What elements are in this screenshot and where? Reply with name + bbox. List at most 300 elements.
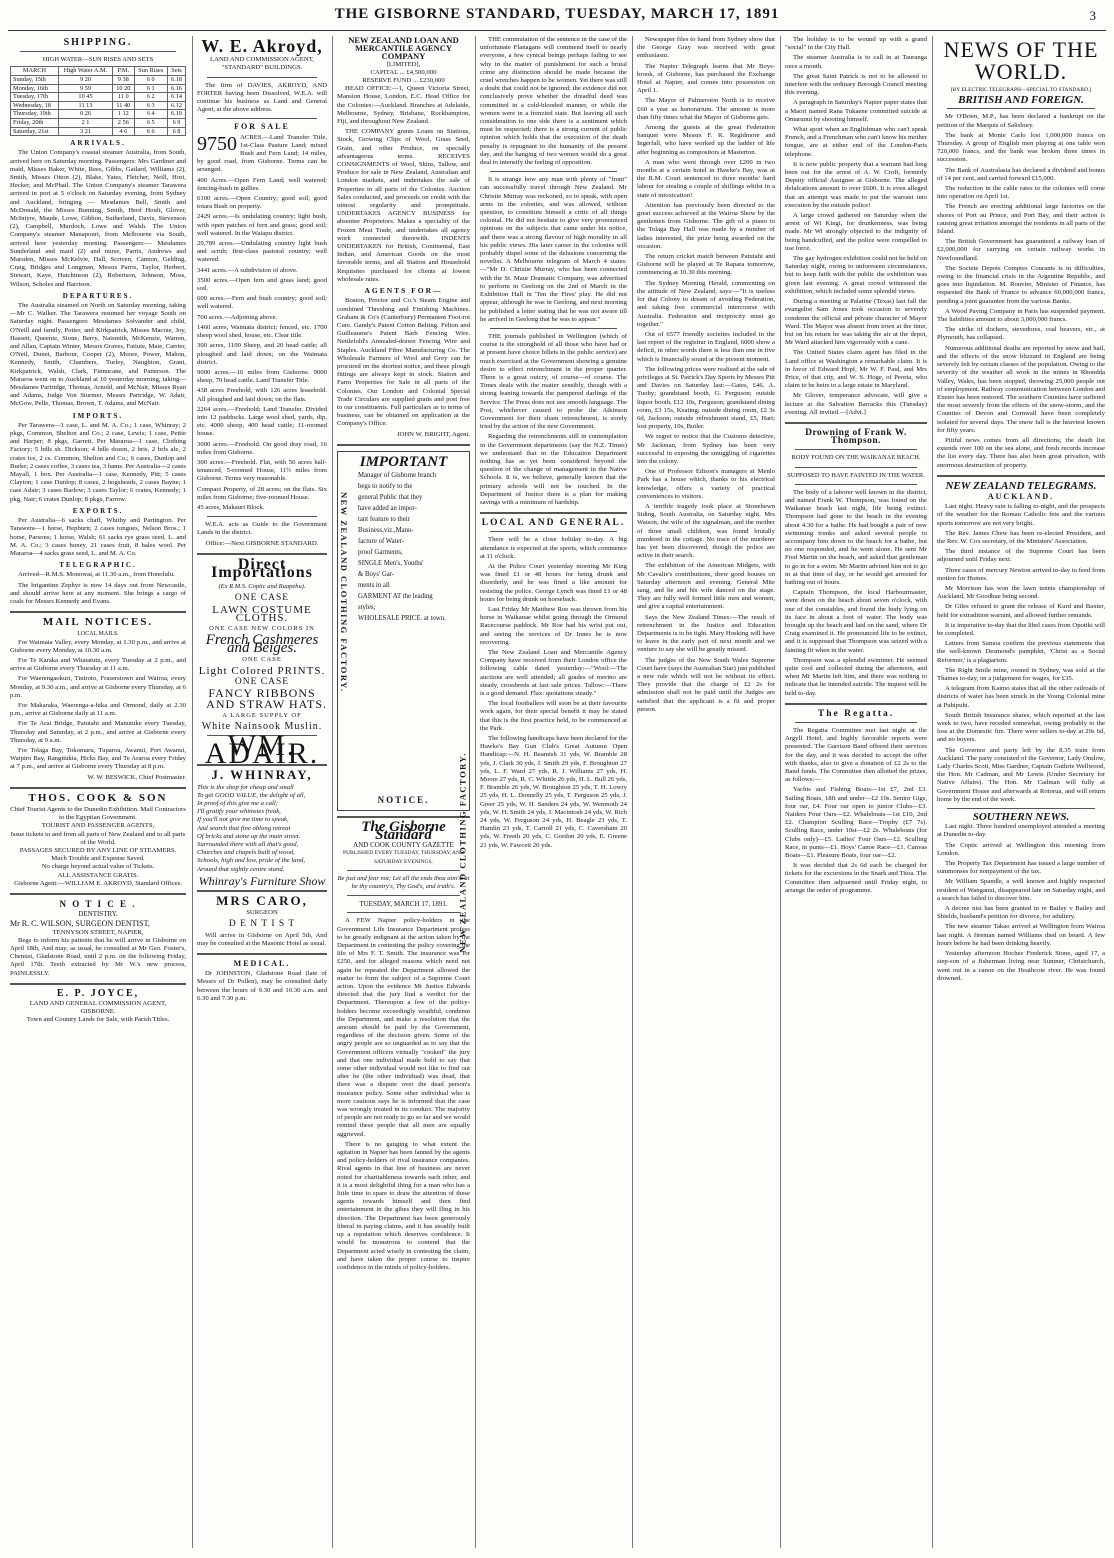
tide-cell: 11 40 [113, 101, 134, 110]
mail-item: For Te Arai Bridge, Patutahi and Manutuke every Tuesday, Thursday and Saturday, at 2 p.m., and arrive at Gisborne every Thursday, at 9 a.m. [10, 720, 186, 744]
column-akroyd [197, 36, 327, 1548]
lead-article-5: THE journals published in Wellington (which of course is the stronghold of all those who have had or at present have choice billets in the public service) are much exercised at the Government showing a genuine desire to effect retrenchment in the proper quarter. There is a great outcry, of course—of course. The Times deals with the matter sensibly, though with a strong leaning towards the pampered darlings of the Service. The Press does not use smooth language. The Post, whichever caused to probe the Atkinson Government for their sham retrenchment, is sorely tried by the action of the new Government. [480, 332, 627, 431]
lot-text: Compact Property, of 28 acres; on the flats. Six miles from Gisborne; five-roomed House. [197, 485, 327, 501]
whinray-list [197, 784, 327, 874]
important-line: general Public that they [358, 493, 423, 501]
whinray-line: I'll gratify your whimsies freak, [197, 808, 281, 816]
column-news-items [637, 36, 775, 1548]
lot-text: 300 acres.—Freehold. Flat, with 50 acres half-tenanced, 5-roomed House, 11½ miles from Gisborne. Terms very reasonable. [197, 458, 327, 483]
tide-cell: 6.18 [168, 76, 186, 85]
caro-text: Will arrive in Gisborne on April 5th, And may be consulted at the Masonic Hotel as usual. [197, 931, 327, 947]
factory-side-label-left: NEW ZEALAND CLOTHING FACTORY. [339, 491, 349, 693]
tide-cell: Wednesday, 18 [11, 101, 59, 110]
southern-news-item: A decree nisi has been granted in re Bailey v Bailey and Shields, husband's petition for divorce, for adultery. [937, 905, 1105, 921]
cook-line: TOURIST AND PASSENGER AGENTS, [41, 822, 155, 830]
important-line: ments in all [358, 581, 390, 589]
lot-list [197, 134, 327, 513]
news-item-16: The judges of the New South Wales Supreme Court have (says the Australian Star) just published a new rule which will not be without its effect. They provide that the charge of £2 2s for admission shall not be paid until the Judges are satisfied that the applicant is a fit and proper person. [637, 656, 775, 713]
brief-4: A paragraph in Saturday's Napier paper states that a Maori named Rana Tukaene committed suicide at Omarunui by shooting himself. [785, 99, 927, 123]
tide-cell: 6 2 [134, 93, 168, 102]
nzloan-heading: NEW ZEALAND LOAN AND MERCANTILE AGENCY COMPANY [348, 36, 459, 62]
whinray-heading: J. WHINRAY, [211, 767, 313, 783]
mail-item: For Tolaga Bay, Tokomaru, Tuparoa, Awanui, Port Awanui, Waipiro Bay, Rangitukia, Hicks Bay, and Te Araroa every Friday at 7 p.m., and arrive at Gisborne every Thursday at 8 p.m. [10, 746, 186, 771]
nzloan-text-3: Boston, Proctor and Co.'s Steam Engine and combined Threshing and Finishing Machines. Graham & Co's (Canterbury) Permanent Foot-rot Cure. Gandy's Patent Cotton Belting. Felton and Guilleaume's Patent Barb Fencing Wire. Nettlefold's Annealed-drawn Fencing Wire and Staples. Auckland Fibre Manufacturing Co. The Wholesale Farmers of Wool and Grey can be procured on the shortest notice, and these plough fittings are always kept in stock. Station and Farm Properties for Sale in all parts of the Colonies. Our London and Colonial Special Trade Circulars are supplied gratis and post free to our constituents. Full particulars as to terms of business, can be obtained on application at the Company's Office. [337, 297, 470, 428]
auckland-item: South British Insurance shares, which reported at the last week to two, have receded somewhat, owing probably to the loss at the Domestic fire. There were sellers to-day at 29s 6d, and no buyers. [937, 711, 1105, 744]
newspaper-motto: Be just and fear not; Let all the ends thou aim'st at be thy country's, Thy God's, and truth's. [337, 874, 470, 890]
land-lot [197, 324, 327, 340]
column-rule [332, 36, 333, 1548]
nzloan-subheading: [LIMITED], [386, 60, 421, 68]
lot-text: 600 acres.—Fern and bush country; good soil; well watered. [197, 295, 327, 311]
world-news-list [937, 113, 1105, 469]
cook-line: Chief Tourist Agents to the Dunedin Exhibition. Mail Contractors to the Egyptian Government. [10, 805, 186, 822]
drowning-text-3: Thompson was a splendid swimmer. He seemed quite cool and collected during the afternoon, and when Mr Martin left him, and there was nothing to indicate that he intended suicide. The inquest will be held to-day. [785, 656, 927, 697]
whinray-line: Churches and chapels built of wood, [197, 849, 295, 857]
direct-subheading: (Ex R.M.S. Coptic and Ruapehu). [218, 583, 306, 591]
dentist-notice-heading: N O T I C E . [59, 899, 137, 910]
tide-cell: 6 1 [134, 84, 168, 93]
whinray-line: And search that fine oblong retreat [197, 824, 291, 832]
dentist-subheading: DENTISTRY. [78, 910, 118, 919]
lead-article-1: A FEW Napier policy-holders in the Government Life Insurance Department profess to be greatly indignant at the action taken by the Department in contesting the policy covering the life of Mrs F. T. Smith. The insurance was for £250, and for alleged reasons which need not again be repeated the Department allowed the matter to form the subject of a Supreme Court action. Upon the evidence Mr Justice Edwards directed that the jury find a verdict for the Department. Thereupon a few of the policy-holders become exceedingly wrathful, condemn the Department, and make a resolution that the amount should be paid by the Government, regardless of the decision given. Some of the angry people are so unguarded as to say that the Government officers virtually "cooked" the jury and that one individual made bold to say that some other individual would not like to find out after he (the other individual) was dead, that there was a dispute over the dead person's insurance policy. Some other individual who is more cautious says he is informed that the case was wrongly treated in its conduct. The majority of people are not ready to go so far and we would remind these people that all men are equally aggrieved. [337, 917, 470, 1138]
tide-title: HIGH WATER—SUN RISES AND SETS [42, 56, 154, 64]
land-lot [197, 134, 327, 175]
imports-heading: IMPORTS. [72, 411, 124, 420]
brief-10: The United States claim agent has filed in the Land office at Washington a remarkable claim. It is in favor of Edward Hopf, Mr W. F. Paul, and Mrs Price, of that city, and W. S. Hoge, of Peoria, who claim to be heirs to a large estate in Maryland. [785, 349, 927, 390]
land-lot [197, 369, 327, 385]
drowning-subheading-1: BODY FOUND ON THE WAIKANAE BEACH. [791, 454, 921, 462]
drowning-text-1: The body of a laborer well known in the district, and named Frank W. Thompson, was found on the Waikanae beach last night, life being extinct. Thompson had gone to the beach in the evening about 4.30 for a bathe. He had bought a pair of new swimming trunks and asked several people to accompany him down to the beach for a bathe, but no one responded, and he went alone. He sent Mr Fred Martin on the beach, and asked that gentleman to go in for a swim. Mr Martin advised him not to go in at that time of day, or he would get arrested for bathing out of hours. [785, 488, 927, 586]
important-line: & Boys' Gar- [358, 570, 395, 578]
news-item-1: Newspaper files to hand from Sydney show that the George Gray was received with great enthusiasm. [637, 36, 775, 60]
whinray-line: Around that sightly centre stand. [197, 865, 285, 873]
joyce-line: Town and Country Lands for Sale, with Parish Titles. [26, 1016, 170, 1024]
tide-cell: Monday, 16th [11, 84, 59, 93]
important-line: have added an impor- [358, 504, 417, 512]
medical-heading: MEDICAL. [233, 959, 291, 969]
imports-text: Per Tarawera—1 case, L. and M. A. Co.; 1 case, Whinray; 2 pkgs, Common, Shelton and Co.; 2 case, Lewis; 1 case, Pettie and Harper; 8 pkgs, Garrett. Per Mararoa—1 case, Clothing Factory; 5 bdls sh. Dickson; 4 bdls dozen, 2 bris, 2 brls ale, 2 crates ice, 2 cs. Common, Shelton and Co.; 6 cases, Dunlop and Burke; 2 cases coffee, 3 cases tea, 3 hams. Per Australia—2 cases Mayall, 1 box. Per Australia—1 case, Kennedy, Pitt; 5 cases Clayton; 1 case Dunlop; 8 cases, 2 hogsheads, 2 cases Bayne; 1 case Adair; 3 cases Barlow; 3 cases Taylor; 6 crates, Kennedy; 1 pkg, Nair; 6 crates Dunlop; 8 pkgs, Farrow. [10, 421, 186, 503]
news-item-6: Attention has previously been directed to the great success achieved at the Wairoa Show by the gentlemen from Gisborne. The gift of a piano to the Tolaga Bay Hall was made by a number of ladies interested, the prize being awarded on the occasion. [637, 201, 775, 250]
news-item-7: The return cricket match between Patutahi and Gisborne will be played at Te Rapara tomorrow, commencing at 10.30 this morning. [637, 253, 775, 277]
drowning-heading: Drowning of Frank W. Thompson. [805, 427, 907, 447]
direct-one-case: ONE CASE [234, 593, 290, 604]
local-heading: LOCAL AND GENERAL. [481, 518, 626, 529]
newspaper-name: The Gisborne Standard [361, 818, 446, 843]
lot-text: 3500 acres.—Open fern and grass land; good soil. [197, 276, 327, 293]
news-item-8: The Sydney Morning Herald, commenting on the attitude of New Zealand, says:—"It is useless for that Colony to dream of avoiding Federation, and taking free commercial intercourse with Australia. Federation and reciprocity must go together." [637, 279, 775, 328]
land-lot [197, 240, 327, 265]
joyce-list [10, 1000, 186, 1025]
dentist-text: Begs to inform his patients that he will arrive in Gisborne on April 18th, And may, as usual, be consulted at Mr Geo. Foster's, Chemist, Gladstone Road, until 2 p.m. on the following Friday, April 17th. Teeth extracted by Mr W.'s new process, PAINLESSLY. [10, 936, 186, 977]
tide-cell: 10 45 [58, 93, 112, 102]
lot-text: 3441 acres.—A subdivision of above. [197, 266, 298, 274]
akroyd-title: LAND AND COMMISSION AGENT, "STANDARD" BUILDINGS. [210, 56, 314, 72]
southern-news-item: The Coptic arrived at Wellington this morning from London. [937, 841, 1105, 857]
news-item-10: The following prices were realised at the sale of privileges at St. Patrick's Day Sports by Messrs Pitt and Davies on Saturday last:—Gates, £46. A. Tuohy; grandstand booth, G. Ferguson; outside liquor booth, £12 10s, Ferguson; grandstand dining room, £3 15s, Keating; outside dining room, £2 3s 6d, Jackson; outside refreshment stand, £5, Hart; lost property, 10s, Butler. [637, 365, 775, 431]
nzloan-reserve: RESERVE FUND ... £230,000 [362, 77, 445, 85]
tide-cell: 11 0 [113, 93, 134, 102]
auckland-item: A telegram from Kaimo states that all the other railroads of districts of water has been struck in the Young Colonial mine at Puhipuhi. [937, 685, 1105, 709]
column-world-news [937, 36, 1105, 1548]
tide-cell: 2 56 [113, 118, 134, 127]
masthead-title: THE GISBORNE STANDARD, TUESDAY, MARCH 17, 1891 [334, 6, 780, 22]
world-news-item: A Wood Paving Company in Paris has suspended payment. The liabilities amount to about 3,000,000 francs. [937, 307, 1105, 324]
tide-column-header: P.M. [113, 67, 134, 76]
important-heading: IMPORTANT [359, 453, 448, 470]
regatta-text-1: The Regatta Committee met last night at the Argyll Hotel, and highly favorable reports were presented. The Garrison Band offered their services for the day, and it was decided to accept the offer with thanks, also to give a donation of £2 2s to the Band funds. The Committee then allotted the prizes, as follows:— [785, 727, 927, 784]
tide-row [11, 110, 186, 119]
land-lot [197, 342, 327, 367]
lot-text: ACRES.—Land Transfer Title, 1st-Class Pasture Land; mixed Bush and Fern Land; 14 miles, by good road, from Gisborne. Terms can be arranged. [197, 133, 327, 174]
tide-cell: 6 5 [134, 118, 168, 127]
whinray-line: In proof of this give me a call; [197, 800, 278, 808]
whinray-line: Surrounded there with all that's good, [197, 841, 299, 849]
telegraphic-heading: TELEGRAPHIC. [59, 561, 137, 570]
brief-7: A large crowd gathered on Saturday when the arrest of Wi Kingi, for drunkenness, was being made. Mr Wi strongly objected to the indignity of being handcuffed, and the police were compelled to use force. [785, 212, 927, 252]
land-lot [197, 295, 327, 311]
tide-cell: Saturday, 21st [11, 127, 59, 136]
whinray-line: If you'll not give me time to speak, [197, 816, 289, 824]
british-foreign-heading: BRITISH AND FOREIGN. [958, 94, 1084, 107]
large-supply: A LARGE SUPPLY OF [222, 711, 302, 719]
brief-8: The gay hydrogen exhibition could not be held on Saturday night, owing to unforeseen circumstances, but to keep faith with the public the exhibition was given last evening. A great crowd witnessed the exhibition, which included some splendid views. [785, 255, 927, 295]
masthead-rule [8, 30, 1106, 31]
mail-heading: MAIL NOTICES. [42, 616, 154, 629]
tide-cell: Tuesday, 17th [11, 93, 59, 102]
world-news-item: The French are erecting additional large factories on the shores of Port au Prince, and Port Bay, and their action is causing great irritation amongst the residents in all parts of the Island. [937, 203, 1105, 236]
regatta-heading: The Regatta. [817, 708, 895, 719]
land-lot [197, 277, 327, 293]
column-rule [632, 36, 633, 1548]
auckland-item: Three cases of mercury Newton arrived to-day to feed from motion for Homes. [937, 566, 1105, 582]
page-number: 3 [1089, 8, 1096, 23]
straw-hats: AND STRAW HATS. [206, 697, 327, 712]
whinray-line: This is the shop for cheap and small [197, 783, 294, 791]
world-news-item: Mr O'Brien, M.P., has been declared a bankrupt on the petition of the Marquis of Salisbury. [937, 113, 1105, 129]
exports-text: Per Australia—6 sacks chaff, Whitby and Partington. Per Tarawera—1 horse, Hepburn; 2 cases tongues, Nelson Bros.; 1 horse, Parsons; 1 horse, Walsh; 61 sacks rye grass seed, L. and M. A. Co.; 3 cases honey, 21 cases fruit, 8 bales wool. Per Mararoa—4 sacks grass seed, L. and M. A. Co. [10, 517, 186, 557]
auckland-item: The Rev. James Chew has been re-elected President, and the Rev. W. Cox secretary, of the Ministers' Association. [937, 529, 1105, 545]
world-news-item: The Societe Depots Comptes Courants is in difficulties, owing to the financial crisis in the Argentine Republic, and goes into liquidation. M. Rouvier, Minister of Finance, has requested the Bank of France to advance 60,000,000 francs, pending a joint guarantee from the various Banks. [937, 264, 1105, 305]
land-lot [197, 504, 327, 512]
newspaper-publication: PUBLISHED EVERY TUESDAY, THURSDAY, AND SATURDAY EVENINGS. [343, 850, 464, 865]
auckland-item: Mr Morrison has won the lawn tennis championship of Auckland, Mr Goodhue being second. [937, 584, 1105, 601]
whinray-line: Of bricks and stone up the main street. [197, 832, 301, 840]
news-item-3: The Mayor of Palmerston North is to receive £60 a year as honorarium. The amount is more than fifty times what the Mayor of Gisborne gets. [637, 97, 775, 121]
lot-text: 6100 acres.—Open Country; good soil; good totara Bush on property. [197, 195, 327, 211]
lot-text: 438 acres Freehold, with 126 acres leasehold. All ploughed and laid down; on the flats. [197, 387, 327, 403]
world-news-item: The strike of dockers, stevedores, coal heavers, etc., at Plymouth, has collapsed. [937, 326, 1105, 342]
exports-heading: EXPORTS. [72, 506, 124, 515]
auckland-item: The Right Smile mine, owned in Sydney, was sold at the Thames to-day, on a judgement for wages, for £35. [937, 666, 1105, 682]
newspaper-date: TUESDAY, MARCH 17, 1891. [359, 900, 448, 909]
tide-row [11, 93, 186, 102]
cook-list [10, 806, 186, 888]
land-lot [197, 459, 327, 484]
southern-news-item: Mr William Spandle, a well known and highly respected resident of Wanganui, disappeared late on Saturday night, and a search has failed to discover him. [937, 878, 1105, 902]
lead-article-2: There is no gauging to what extent the agitation in Napier has been fanned by the agents and policy-holders of rival insurance companies. Rival agents in that line of business are never noted for charitableness towards each other, and it is a most delightful thing for a man who has a little time to spare to draw the attention of these agents towards himself and then find entertainment in the gibes they will fling in his direction. The Department has been generously liberal in paying claims, and it has steadily built up a reputation which deserves confidence. It would be monstrous to contend that the Department acted wisely in contesting the claim, and have taken the proper course to inspire confidence in the minds of policy-holders. [337, 1140, 470, 1271]
lead-article-6: Regarding the retrenchments still in contemplation in the Government departments (say the N.Z. Times) we understand that in the Education Department nothing has as yet been considered beyond the question of the change of management in the Native Schools. It is, we believe, generally known that the primary schools will not be touched. In the Department of Justice there is a plan for making savings with a minimum of hardship. [480, 433, 627, 506]
important-line: tant feature to their [358, 515, 410, 523]
joyce-line: GISBORNE. [80, 1008, 116, 1016]
news-item-14: The exhibition of the American Midgets, with Mr Cavalie's contributions, drew good houses on Saturday afternoon and evening. General Mite sang, and he and his wife danced on the stage. They are fully well formed little men and women, and give a capital entertainment. [637, 562, 775, 611]
medical-text: Dr JOHNSTON, Gladstone Road (late of Messrs of Dr Pollen), may be consulted daily between the hours of 9.30 and 10.30 a.m. and 6.30 and 7.30 p.m. [197, 970, 327, 1002]
mail-sign: W. W. BESWICK, Chief Postmaster. [87, 773, 186, 781]
fancy-ribbons: FANCY RIBBONS [208, 686, 316, 701]
important-line: Business,viz.,Manu- [358, 526, 414, 534]
tide-cell: 3 21 [58, 127, 112, 136]
world-news-subheading: [BY ELECTRIC TELEGRAPH—SPECIAL TO STANDARD.] [950, 87, 1092, 93]
tide-cell: 6.14 [168, 93, 186, 102]
mail-item: For Makaraka, Waerenga-a-hika and Ormond, daily at 2.30 p.m., arrive at Gisborne daily at 11 a.m. [10, 701, 186, 718]
lot-text: 29,789 acres.—Undulating country light bush and scrub; first-class pastoral country; well watered. [197, 240, 327, 264]
local-item-4: The New Zealand Loan and Mercantile Agency Company have received from their London office the following cable dated yesterday:—"Wool:—The auctions are well attended; all grades of merino are steady, crossbreds at last sale prices. Tallow:—There is a good demand. Flax: quotations steady." [480, 649, 627, 698]
southern-news-heading: SOUTHERN NEWS. [972, 811, 1070, 824]
lot-text: 45 acres, Makauri Block. [197, 503, 265, 511]
land-lot [197, 314, 327, 322]
lawn-costume-cloths: LAWN COSTUME CLOTHS. [212, 603, 312, 624]
auckland-list [937, 503, 1105, 804]
land-lot [197, 213, 327, 238]
nzloan-sign: JOHN W. BRIGHT, Agent. [396, 430, 470, 438]
departures-heading: DEPARTURES. [62, 291, 134, 300]
tide-cell: 6 0 [134, 76, 168, 85]
lot-text: 700 acres.—Adjoining above. [197, 313, 278, 321]
tide-cell: 6.16 [168, 84, 186, 93]
telegraphic-text-2: The brigantine Zephyr is now 14 days out from Newcastle, and should arrive here at any moment. She brings a cargo of coals for Messrs Kennedy and Evans. [10, 581, 186, 605]
dentist-name: Mr R. C. WILSON, SURGEON DENTIST, [10, 919, 150, 929]
tide-cell: 6.10 [168, 110, 186, 119]
column-rule [932, 36, 933, 1548]
nainsook-muslin: White Nainsook Muslin. [201, 720, 323, 732]
news-item-5: A man who went through over £200 in two months at a certain hotel in Hawke's Bay, was at the R.M. Court sentenced to three months' hard labour for stealing a couple of shillings whilst in a state of intoxication! [637, 158, 775, 199]
newspaper-subtitle: AND COOK COUNTY GAZETTE [353, 841, 454, 850]
land-lot [197, 486, 327, 502]
tide-row [11, 84, 186, 93]
tide-cell: 2 1 [58, 118, 112, 127]
local-item-5: The local footballers will soon be at their favourite work again, for their special benefit it may be stated that this is the first practice held, to be commenced at the Park. [480, 700, 627, 732]
important-line: facture of Water- [358, 537, 404, 545]
nzloan-text: HEAD OFFICE:—1, Queen Victoria Street, Mansion House, London, E.C. Head Office for the Colonies:—Auckland. Branches at Adelaide, Melbourne, Sydney, Brisbane, Rockhampton, Fiji, and throughout New Zealand. [337, 85, 470, 126]
tide-cell: 6 8 [168, 127, 186, 136]
drowning-subheading-2: SUPPOSED TO HAVE FAINTED IN THE WATER. [787, 471, 925, 479]
tide-cell: Sunday, 15th [11, 76, 59, 85]
cook-line: No charge beyond actual value of Tickets. [41, 863, 155, 871]
tide-cell: 9 20 [58, 76, 112, 85]
important-lines [358, 470, 449, 624]
column-drowning-regatta [785, 36, 927, 1548]
tide-row [11, 127, 186, 136]
southern-news-item: The new steamer Takao arrived at Wellington from Wairoa last night. A fireman named Williams died on board. A few hours before he had been drinking heavily. [937, 923, 1105, 947]
regatta-text-2: Yachts and Fishing Boats—1st £7, 2nd £3. Sailing Boats, 18ft and under—£2 10s. Senior Gigs, four oar, £4. Four oar open to junior Clubs—£3. Naiders Four Oars—£2. Whaleboats—1st £10, 2nd £2. Champion Sculling Race—Trophy (£7 7s). Sculling Race, under 10st—£2 2s. Whaleboats (for Clubs only)—£5. Ladies' Four Oars—£2. Sculling Race, in punts—£1. Boys' Canoe Race—£1. Canvas Boats—£1. Pleasure Boats, four oar—£2. [785, 786, 927, 860]
tide-cell: 6.12 [168, 101, 186, 110]
light-colored-prints: Light Colored PRINTS. [198, 664, 326, 677]
brief-3: The great Saint Patrick is not to be allowed to interfere with the ordinary Borough Council meeting this evening. [785, 72, 927, 97]
auckland-item: Last night. Heavy rain is falling to-night, and the prospects of the weather for the Roman Catholic fete and the various sports tomorrow are not very bright. [937, 503, 1105, 527]
mail-item: For Waimata Valley, every Monday, at 1.30 p.m., and arrive at Gisborne every Monday, at 10.30 a.m. [10, 638, 186, 654]
arrivals-heading: ARRIVALS. [70, 139, 126, 148]
tide-cell: 9 38 [113, 76, 134, 85]
world-news-item: Numerous additional deaths are reported by snow and hail, and the effects of the snow blizzard in England are being severely felt by certain classes of the population. Owing to the severity of the weather all work in the mines in Rhondda Valley, Wales, has been stopped, throwing 25,000 people out of employment. Railway communication between London and Exeter has been restored. The southern Counties have suffered the most severely from the effects of the snow-storm, and the Counties of Devon and Cornwall have been completely isolated for several days. The snow fall is the heaviest known for fifty years. [937, 344, 1105, 434]
akroyd-name: W. E. Akroyd, [201, 36, 323, 56]
important-line: WHOLESALE PRICE. at town. [358, 614, 446, 622]
akroyd-text: The firm of DAVIES, AKROYD, AND FORTER having been Dissolved, W.E.A. will continue his business as Land and General Agent, at the above address. [197, 81, 327, 114]
local-item-3: Last Friday Mr Matthew Roe was thrown from his horse in Waikanae whilst going through the Ormond Racecourse paddock. Mr Roe had his wrist put out, and seeing the services of Dr Innes he is now recovering. [480, 606, 627, 646]
auckland-heading: AUCKLAND. [987, 491, 1055, 501]
regatta-text-3: It was decided that 2s 6d each be charged for tickets for the excursions in the Snark and Titoa. The Committee then adjourned until Friday night, to arrange the order of programme. [785, 862, 927, 894]
cook-line: Issue tickets to and from all parts of New Zealand and to all parts of the World. [10, 830, 186, 846]
tide-row [11, 118, 186, 127]
southern-news-item: Last night. Three hundred unemployed attended a meeting at Dunedin to-day. [937, 823, 1105, 839]
column-editorials [480, 36, 627, 1548]
land-lot [197, 387, 327, 403]
auckland-item: It is imperative to-day that the libel cases from Opotiki will be completed. [937, 621, 1105, 637]
nz-telegrams-heading: NEW ZEALAND TELEGRAMS. [945, 479, 1097, 492]
tide-cell: 6 9 [168, 118, 186, 127]
departures-text: The Australia steamed on North on Saturday morning, taking—Mr C. Walker. The Tarawera resumed her voyage South on Saturday night. Passengers: Mesdames Solvander and child, O'Neill and family, Potter, and Kirkpatrick, Misses Macrae, Joy, Hassett, Queenie, Stone, Berry, Naismith, McKenzie, Warren, and Allan, Captain Winter, Messrs Graves, Fatiuie, Maie, Carrier, O'Neil, Dunet, Barbour, Cooper (2), Moore, Power, Mahon, Kennedy, Smith, Chambers, Turley, Naughton, Grant, Kirkpatrick, Walsh, Clark, Finnucane, and Patterson. The Mararoa went on to Auckland at 10 yesterday morning, taking—Mesdames Partridge, Thomas, Arnold, and McNair, Misses Ryan and Adams, Judge Von Sturmer, Messrs Partridge, W. Adair, McGow, Pelle, Thomas, Brown, T. Adams, and McNair. [10, 302, 186, 408]
new-colors: ONE CASE NEW COLORS IN [209, 624, 315, 632]
tide-cell: 6 6 [134, 127, 168, 136]
factory-side-label-right: NEW ZEALAND CLOTHING FACTORY. [458, 751, 468, 953]
auckland-item: Dr Giles refused to grant the release of Kurd and Baxter, held for extradition warrant, and allowed further remands. [937, 603, 1105, 619]
tide-cell: Friday, 20th [11, 118, 59, 127]
drowning-text-2: Captain Thompson, the local Harbourmaster, went down on the beach about seven o'clock, with one of the constables, and found the body lying on its face in about a foot of water. The body was brought up the beach and laid on the sand, where Dr Craig examined it. He pronounced life to be extinct, and it is supposed that Thompson was seized with a fainting fit when in the water. [785, 589, 927, 654]
tide-cell: 6 3 [134, 101, 168, 110]
tide-column-header: MARCH [11, 67, 59, 76]
tide-table [10, 66, 186, 136]
tide-cell: 10 20 [113, 84, 134, 93]
agents-heading: AGENTS FOR— [364, 286, 443, 296]
direct-heading: Direct Importations [211, 555, 313, 581]
cook-line: Gisborne Agent:—WILLIAM E. AKROYD, Standard Offices. [14, 879, 182, 887]
brief-11: Mr Glover, temperance advocate, will give a lecture at the Salvation Barracks this (Tuesday) evening. All invited.—[Advt.] [785, 392, 927, 416]
southern-news-list [937, 823, 1105, 983]
tide-cell: 6 4 [134, 110, 168, 119]
important-line: SINGLE Men's, Youths' [358, 559, 424, 567]
lot-acreage: 9750 [197, 132, 237, 155]
mail-item: For Te Karaka and Whatatutu, every Tuesday at 2 p.m., and arrive at Gisborne every Thursday at 11 a.m. [10, 656, 186, 673]
masthead [0, 6, 1114, 32]
news-item-15: Says the New Zealand Times:—The result of retrenchment in the Justice and Education Departments is to be tight. Mary Hosking will have to leave in the early part of next month and we venture to say she will be greatly missed. [637, 613, 775, 654]
mail-item: For Waerengaokuri, Tiniroto, Fraserstown and Wairoa, every Monday, at 9.30 a.m., and arrive at Gisborne every Thursday, at 6 p.m. [10, 675, 186, 699]
lot-text: 2264 acres.—Freehold; Land Transfer. Divided into 12 paddocks. Large wool shed, yards, dip, etc. 4000 sheep, 400 head cattle; 11-roomed house. [197, 405, 327, 438]
news-item-11: We regret to notice that the Customs detective, Mr Jackman, from Sydney has been very successful in exposing the smuggling of cigarettes into the colony. [637, 433, 775, 465]
local-item-2: At the Police Court yesterday morning Mr King was fined £1 or 48 hours for being drunk and disorderly, and he was fined a like amount for resisting the police. George Lynch was fined £1 or 48 hours for being drunk on horseback. [480, 562, 627, 603]
telegraphic-text: Arrived—R.M.S. Monowai, at 11.30 a.m., from Honolulu. [18, 571, 175, 579]
mail-subheading: LOCAL MAILS. [77, 631, 119, 638]
cook-line: Much Trouble and Expense Saved. [51, 855, 145, 863]
caro-dentist: D E N T I S T [228, 919, 296, 930]
direct-one-case-2: ONE CASE [242, 655, 282, 663]
tide-cell: 0 26 [58, 110, 112, 119]
column-rule [192, 36, 193, 1548]
land-lot [197, 267, 327, 275]
tide-cell: 4 6 [113, 127, 134, 136]
tide-cell: 9 59 [58, 84, 112, 93]
nzloan-text-2: THE COMPANY grants Loans on Stations, Stock, Growing Clips of Wool, Grass Seed, Grain, and other Produce, on specially advantageous terms. RECEIVES CONSIGNMENTS of Wool, Skins, Tallow, and Produce for sale in New Zealand, Australian and London markets, and undertakes the sale of Properties in all parts of the Colonies. Auction Sales conducted, and proceeds on credit with the utmost regularity and promptitude. UNDERTAKES AGENCY BUSINESS for absentee Proprietors. Makes a speciality of the Frozen Meat Trade, and undertakes all agency work connected therewith. INDENTS UNDERTAKEN for British, Continental, East Indian, and American Goods on the most favorable terms, and all Station and Household Requisites purchased for clients at lowest wholesale rates. [337, 128, 470, 283]
brief-1: The holiday is to be wound up with a grand "social" in the City Hall. [785, 36, 927, 52]
whinray-footer: Whinray's Furniture Show [198, 873, 326, 888]
brief-2: The steamer Australia is to call in at Tauranga once a month. [785, 54, 927, 70]
mail-list [10, 639, 186, 772]
tide-cell: 1 12 [113, 110, 134, 119]
brief-6: It is now public property that a warrant had long been out for the arrest of A. W. Croft, formerly Deputy official Assignee at Gisborne. The alleged defalcations amount to over £600. It is even alleged that an attempt was made to put the warrant into execution by the outside police! [785, 160, 927, 209]
lot-text: 1460 acres, Waimata district; fenced, etc. 1700 sheep wool shed, house, etc. Clear title. [197, 323, 327, 340]
important-line: proof Garments, [358, 548, 403, 556]
arrivals-text: The Union Company's coastal steamer Australia, from South, arrived here on Saturday morning. Passengers: Mrs Gardiner and maid, Misses Baker, White, Rees, Gibbs, Gatlard, Williams (2), Smith, Misses Otton (2), Blake, Yates, Fletcher, Neill, Hori, Hecker, and McPhail. The Union Company's steamer Tarawera arrived in port at 5 o'clock on Saturday evening, from Sydney and Auckland, bringing — Mesdames Bell, Smith and McDonald, the Misses Bunning, Smith, Herd Hoult, Glover, McIntyre, Maude, Lowe, Gibbon, Sutherland, Davis, Stevenson (2), Campbell, Murdoch, Lowe and Walsh. The Union Company's steamer Manapouri, from Melbourne via South, arrived here yesterday morning. Passengers:— Mesdames Sunderland and maid (2) and nurse, Parris, Andrews and Marsden, Misses McKelvie, Hall, Scriven, Cannon, Gelding, Craig, Bridges and Longman, Messrs Parris, Taylor, Herbert, Stewart, Kaye, Hutchinson (2), Robertson, Johnson, Moss, Wilson, Scholes and Harrison. [10, 149, 186, 288]
dentist-address: TENNYSON STREET, NAPIER, [52, 928, 144, 936]
lot-text: 2429 acres.—Is undulating country; light bush, with open patches of fern and grass; good soil; well watered. In the Waiapu district. [197, 213, 327, 237]
world-news-item: The bank at Monte Carlo lost 1,000,000 francs on Thursday. A group of English men playing at one table won 720,000 francs, and the bank was broken three times in succession. [937, 131, 1105, 164]
world-news-heading: NEWS OF THE WORLD. [943, 37, 1099, 84]
joyce-line: LAND AND GENERAL COMMISSION AGENT, [29, 1000, 167, 1008]
direct-one-case-3: ONE CASE [234, 677, 290, 687]
news-item-9: Out of 6577 friendly societies included in the last report of the registrar in England, 6000 show a deficit, in other words there is less than one in five which is financially sound at the present moment. [637, 330, 775, 363]
wm-adair: WM. ADAIR. [204, 729, 320, 771]
brief-5: What sport when an Englishman who can't speak French, and a Frenchman who can't know his mother tongue, are at either end of the London-Paris telephone. [785, 126, 927, 158]
local-item-6: The following handicaps have been declared for the Hawke's Bay Gun Club's Great Autumn Open Handicap:—N. H. Beamish 31 yds, W. Bramble 28 yds, J. Clark 30 yds, J. Smith 29 yds, F. Broughton 27 yds, L. F. Ward 27 yds, R. J. Williams 27 yds, H. Moore 27 yds, R. C. Whittle 26 yds, H. L. Bull 26 yds, F. Bramble 26 yds, W. Broughton 25 yds, T. H. Lowry 25 yds, H. L. Donnelly 25 yds, T. Ferguson 25 yds, J. Greer 25 yds, W. H. Sanders 24 yds, W. Wenmoth 24 yds, W. H. Smith 24 yds, J. Macintosh 24 yds, W. Rich 24 yds, W. Ferguson 24 yds, H. Beagle 23 yds, T. Hamlin 23 yds, T. Carroll 21 yds, C. Caversham 20 yds, W. Freeth 20 yds, C. Gordon 20 yds, E. Greene 21 yds, W. Fawcett 20 yds. [480, 735, 627, 849]
local-item-1: There will be a close holiday to-day. A big attendance is expected at the sports, which commence at 11 o'clock. [480, 536, 627, 560]
news-item-12: One of Professor Edison's managers at Menlo Park has a house which, thanks to his electrical knowledge, offers a variety of practical conveniences to visitors. [637, 468, 775, 500]
nzloan-capital: CAPITAL ... £4,500,000 [370, 68, 437, 76]
caro-heading: MRS CARO, [216, 893, 308, 909]
important-line: styles; [358, 603, 376, 611]
land-lot [197, 177, 327, 193]
column-shipping [10, 36, 186, 1548]
land-lot [197, 195, 327, 211]
cook-line: ALL ASSISTANCE GRATIS. [57, 871, 139, 879]
brief-9: During a meeting at Palatine (Texas) last fall the evangelist Sam Jones took occasion to severely condemn the official and private character of Mayor Ward. The Mayor was absent from town at the time, but on his return he was taking the air at the depot, Mr Ward attacked him vigorously with a cane. [785, 298, 927, 347]
world-news-item: The Bank of Australasia has declared a dividend and bonus of 14 per cent, and carried forward £15,000. [937, 166, 1105, 182]
news-item-4: Among the guests at the great Federation banquet were Messrs F. R. Regidmore and Ingerfall, who have worked up the ladder of life after beginning as compositors at Masterton. [637, 124, 775, 156]
land-lot [197, 406, 327, 439]
lead-article-4: It is strange how any man with plenty of "front" can successfully travel through New Zealand. Mr Christie Murray was reckoned, so to speak, with open arms in the colonies, and was allowed, without question, to constitute himself a critic of all things colonial. He did not hesitate to give very pronounced opinions on the subjects that came under his notice, and there was a strong flavour of high morality in all his public views. His later career in the colonies will probably dispel some of the delusions concerning the novelist. A Melbourne telegram of March 4 states:—"Mr D. Christie Murray, who has been connected with the St. Maur Dramatic Company, was advertised to perform in Geelong on the 2nd of March in the Exhibition Hall in 'Ten the Fires' play. He did not appear, although he was in Geelong, and next morning he published a letter stating that he was not aware till he arrived in Geelong that he was to appear." [480, 176, 627, 323]
southern-news-item: Yesterday afternoon Hochee Frederick Stone, aged 17, a step-son of a fisherman living near Sumner, Christchurch, went out in a canoe on the Heathcote river. He was found drowned. [937, 950, 1105, 982]
cook-line: PASSAGES SECURED BY ANY LINE OF STEAMERS. [19, 847, 177, 854]
lot-text: 400 Acres.—Open Fern Land; well watered; fencing-bush in gullies. [197, 176, 327, 192]
lot-text: 300 acres, 1100 Sheep, and 20 head cattle; all ploughed and laid down; on the Waimata district. [197, 342, 327, 366]
tide-row [11, 101, 186, 110]
tide-cell: 11 13 [58, 101, 112, 110]
important-line: GARMENT AT the leading [358, 592, 433, 600]
column-rule [780, 36, 781, 1548]
important-footer: NOTICE. [377, 794, 430, 805]
auckland-item: The Governor and party left by the 8.35 train from Auckland. The party consisted of the Governor, Lady Onslow, Lady Charles Scott, Miss Gardner, Captain Guthrie Wellwood, the Hon. Mr Cadman, and Mr Lewis (Under Secretary for Native Affairs). The Hon. Mr Cadman will fully at Government House and afterwards at Rotorua, and will return home by the end of the week. [937, 746, 1105, 803]
lot-text: 9000 acres.—16 miles from Gisborne. 9000 sheep, 70 head cattle. Land Transfer Title. [197, 368, 327, 385]
tide-row [11, 76, 186, 85]
caro-subheading: SURGEON [246, 909, 278, 917]
cook-heading: THOS. COOK & SON [28, 791, 168, 804]
akroyd-footer: W.E.A. acts as Guide to the Government Lands in the district. [197, 521, 327, 537]
auckland-item: Letters from Samoa confirm the previous statements that the well-known Desmond's pamphlet, 'Christ as a Social Reformer,' is a plagiarism. [937, 640, 1105, 664]
column-rule [475, 36, 476, 1548]
french-cashmeres: French Cashmeres and Beiges. [205, 632, 319, 657]
land-lot [197, 441, 327, 457]
akroyd-office: Office:—Next GISBORNE STANDARD. [205, 539, 319, 547]
southern-news-item: The Property Tax Department has issued a large number of summonses for nonpayment of the tax. [937, 860, 1105, 876]
lot-text: 3000 acres.—Freehold. On good dray road, 16 miles from Gisborne. [197, 440, 327, 456]
joyce-name: E. P. JOYCE, [56, 987, 140, 999]
tide-column-header: Sun Rises [134, 67, 168, 76]
world-news-item: Pitiful news comes from all directions; the death list extends over 100 on the sea alone, and fresh records increase the list every day. There has also been great privation, with enormous destruction of property. [937, 436, 1105, 469]
tide-cell: Thursday, 19th [11, 110, 59, 119]
news-item-13: A terrible tragedy took place at Stonehewn Siding, South Australia, on Saturday night. Mrs Watson, the wife of the signalman, and the mother of three small children, was found brutally murdered in the cottage. No trace of the murderer has yet been discovered, though the police are active in their search. [637, 502, 775, 560]
whinray-line: To get GOOD VALUE, the delight of all, [197, 791, 306, 799]
tide-column-header: High Water A.M. [58, 67, 112, 76]
tide-column-header: Sets [168, 67, 186, 76]
whinray-line: Schools, high and low, pride of the land, [197, 857, 305, 865]
world-news-item: The British Government has guaranteed a railway loan of £2,000,000 for carrying on certain railway works in Newfoundland. [937, 238, 1105, 262]
lead-article-3: THE commutation of the sentence in the case of the unfortunate Flanagans will commend itself to nearly everyone, a few cynical beings perhaps failing to see why in the matter of punishment for such a brutal crime any distinction should be made because the cruel wretches happen to be women. Yet there was still a doubt that could not be ignored; the evidence did not conclusively prove whether the dreadful deed was committed in a cold-blooded manner, or while the women were in a frenzied state. But leaving all such consideration to one side there is a sentiment which must be respected; there is a strong current of public opinion which holds that the execution of the death penalty is repugnant to the humanity of the present day, and the hanging of two women would do a great deal to intensify the feeling of opposition. [480, 36, 627, 167]
